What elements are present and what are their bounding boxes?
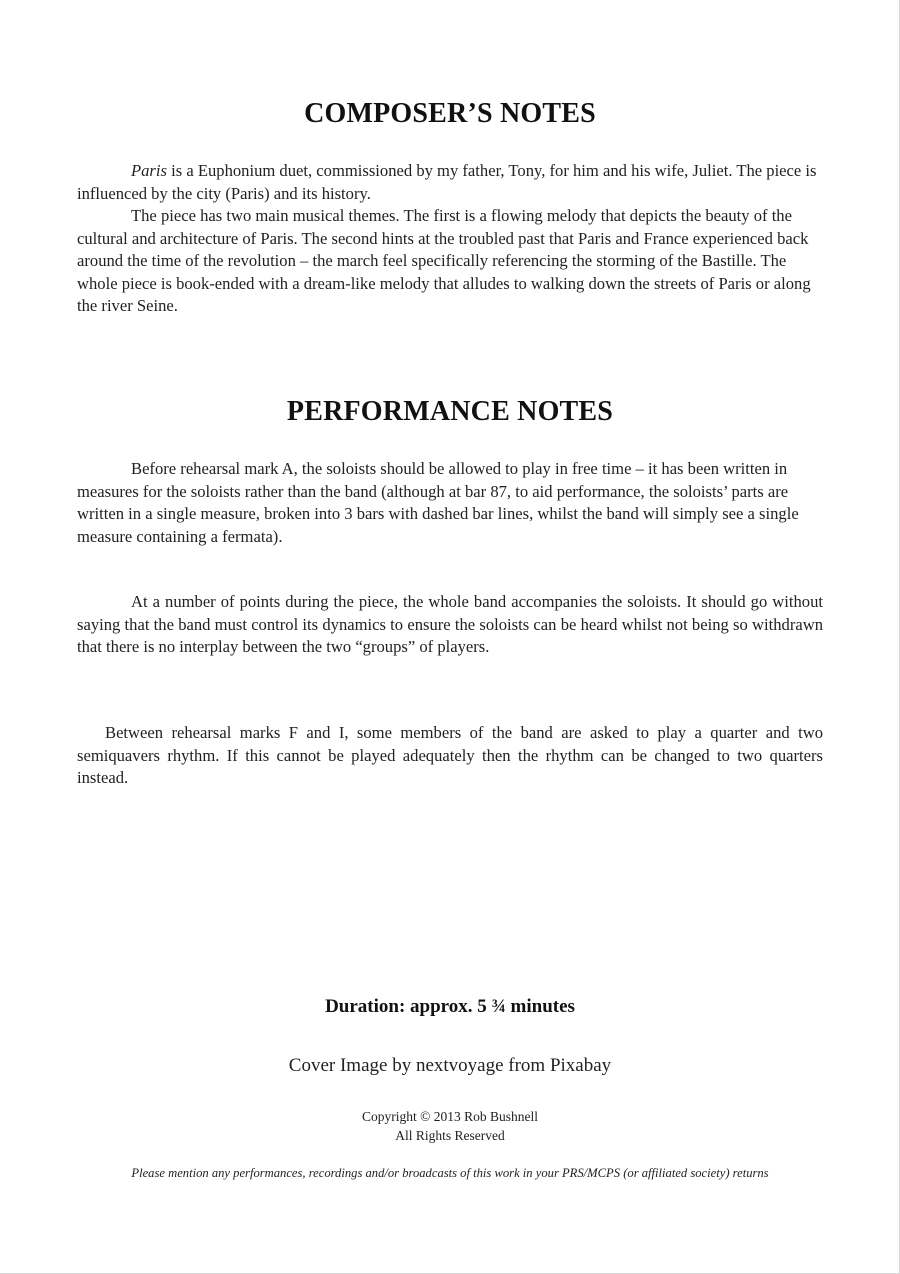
duration-text: Duration: approx. 5 ¾ minutes [325, 996, 575, 1017]
returns-note: Please mention any performances, recordings and/or broadcasts of this work in your PRS/MCPS (or affiliated society) returns [131, 1166, 769, 1180]
composers-notes-paragraph-1 [77, 160, 823, 205]
title-italic: Paris [131, 161, 167, 180]
performance-notes-paragraph-2: At a number of points during the piece, the whole band accompanies the soloists. It should go without saying that the band must control its dynamics to ensure the soloists can be heard whilst not being so withdrawn that there is no interplay between the two “groups” of players. [77, 592, 823, 656]
performance-notes-heading: PERFORMANCE NOTES [286, 396, 614, 427]
performance-notes-paragraph-1: Before rehearsal mark A, the soloists should be allowed to play in free time – it has been written in measures for the soloists rather than the band (although at bar 87, to aid performance, the soloists’ parts are written in a single measure, broken into 3 bars with dashed bar lines, whilst the band will simply see a single measure containing a fermata). [77, 459, 799, 546]
performance-notes-paragraph-1-block [77, 458, 823, 548]
composers-notes-heading: COMPOSER’S NOTES [304, 98, 596, 129]
rights-reserved-line: All Rights Reserved [395, 1128, 505, 1143]
composers-notes-body [77, 160, 823, 318]
performance-notes-paragraph-3: Between rehearsal marks F and I, some members of the band are asked to play a quarter and two semiquavers rhythm. If this cannot be played adequately then the rhythm can be changed to two quarters instead. [77, 723, 823, 787]
cover-image-credit: Cover Image by nextvoyage from Pixabay [288, 1055, 612, 1076]
paragraph-text: is a Euphonium duet, commissioned by my father, Tony, for him and his wife, Juliet. The piece is influenced by the city (Paris) and its history. [77, 161, 817, 203]
copyright-line: Copyright © 2013 Rob Bushnell [361, 1109, 538, 1124]
performance-notes-paragraph-2-block [77, 591, 823, 659]
copyright-block [0, 1107, 900, 1145]
composers-notes-paragraph-2: The piece has two main musical themes. The first is a flowing melody that depicts the beauty of the cultural and architecture of Paris. The second hints at the troubled past that Paris and France experienced back around the time of the revolution – the march feel specifically referencing the storming of the Bastille. The whole piece is book-ended with a dream-like melody that alludes to walking down the streets of Paris or along the river Seine. [77, 206, 811, 315]
performance-notes-paragraph-3-block [77, 722, 823, 790]
